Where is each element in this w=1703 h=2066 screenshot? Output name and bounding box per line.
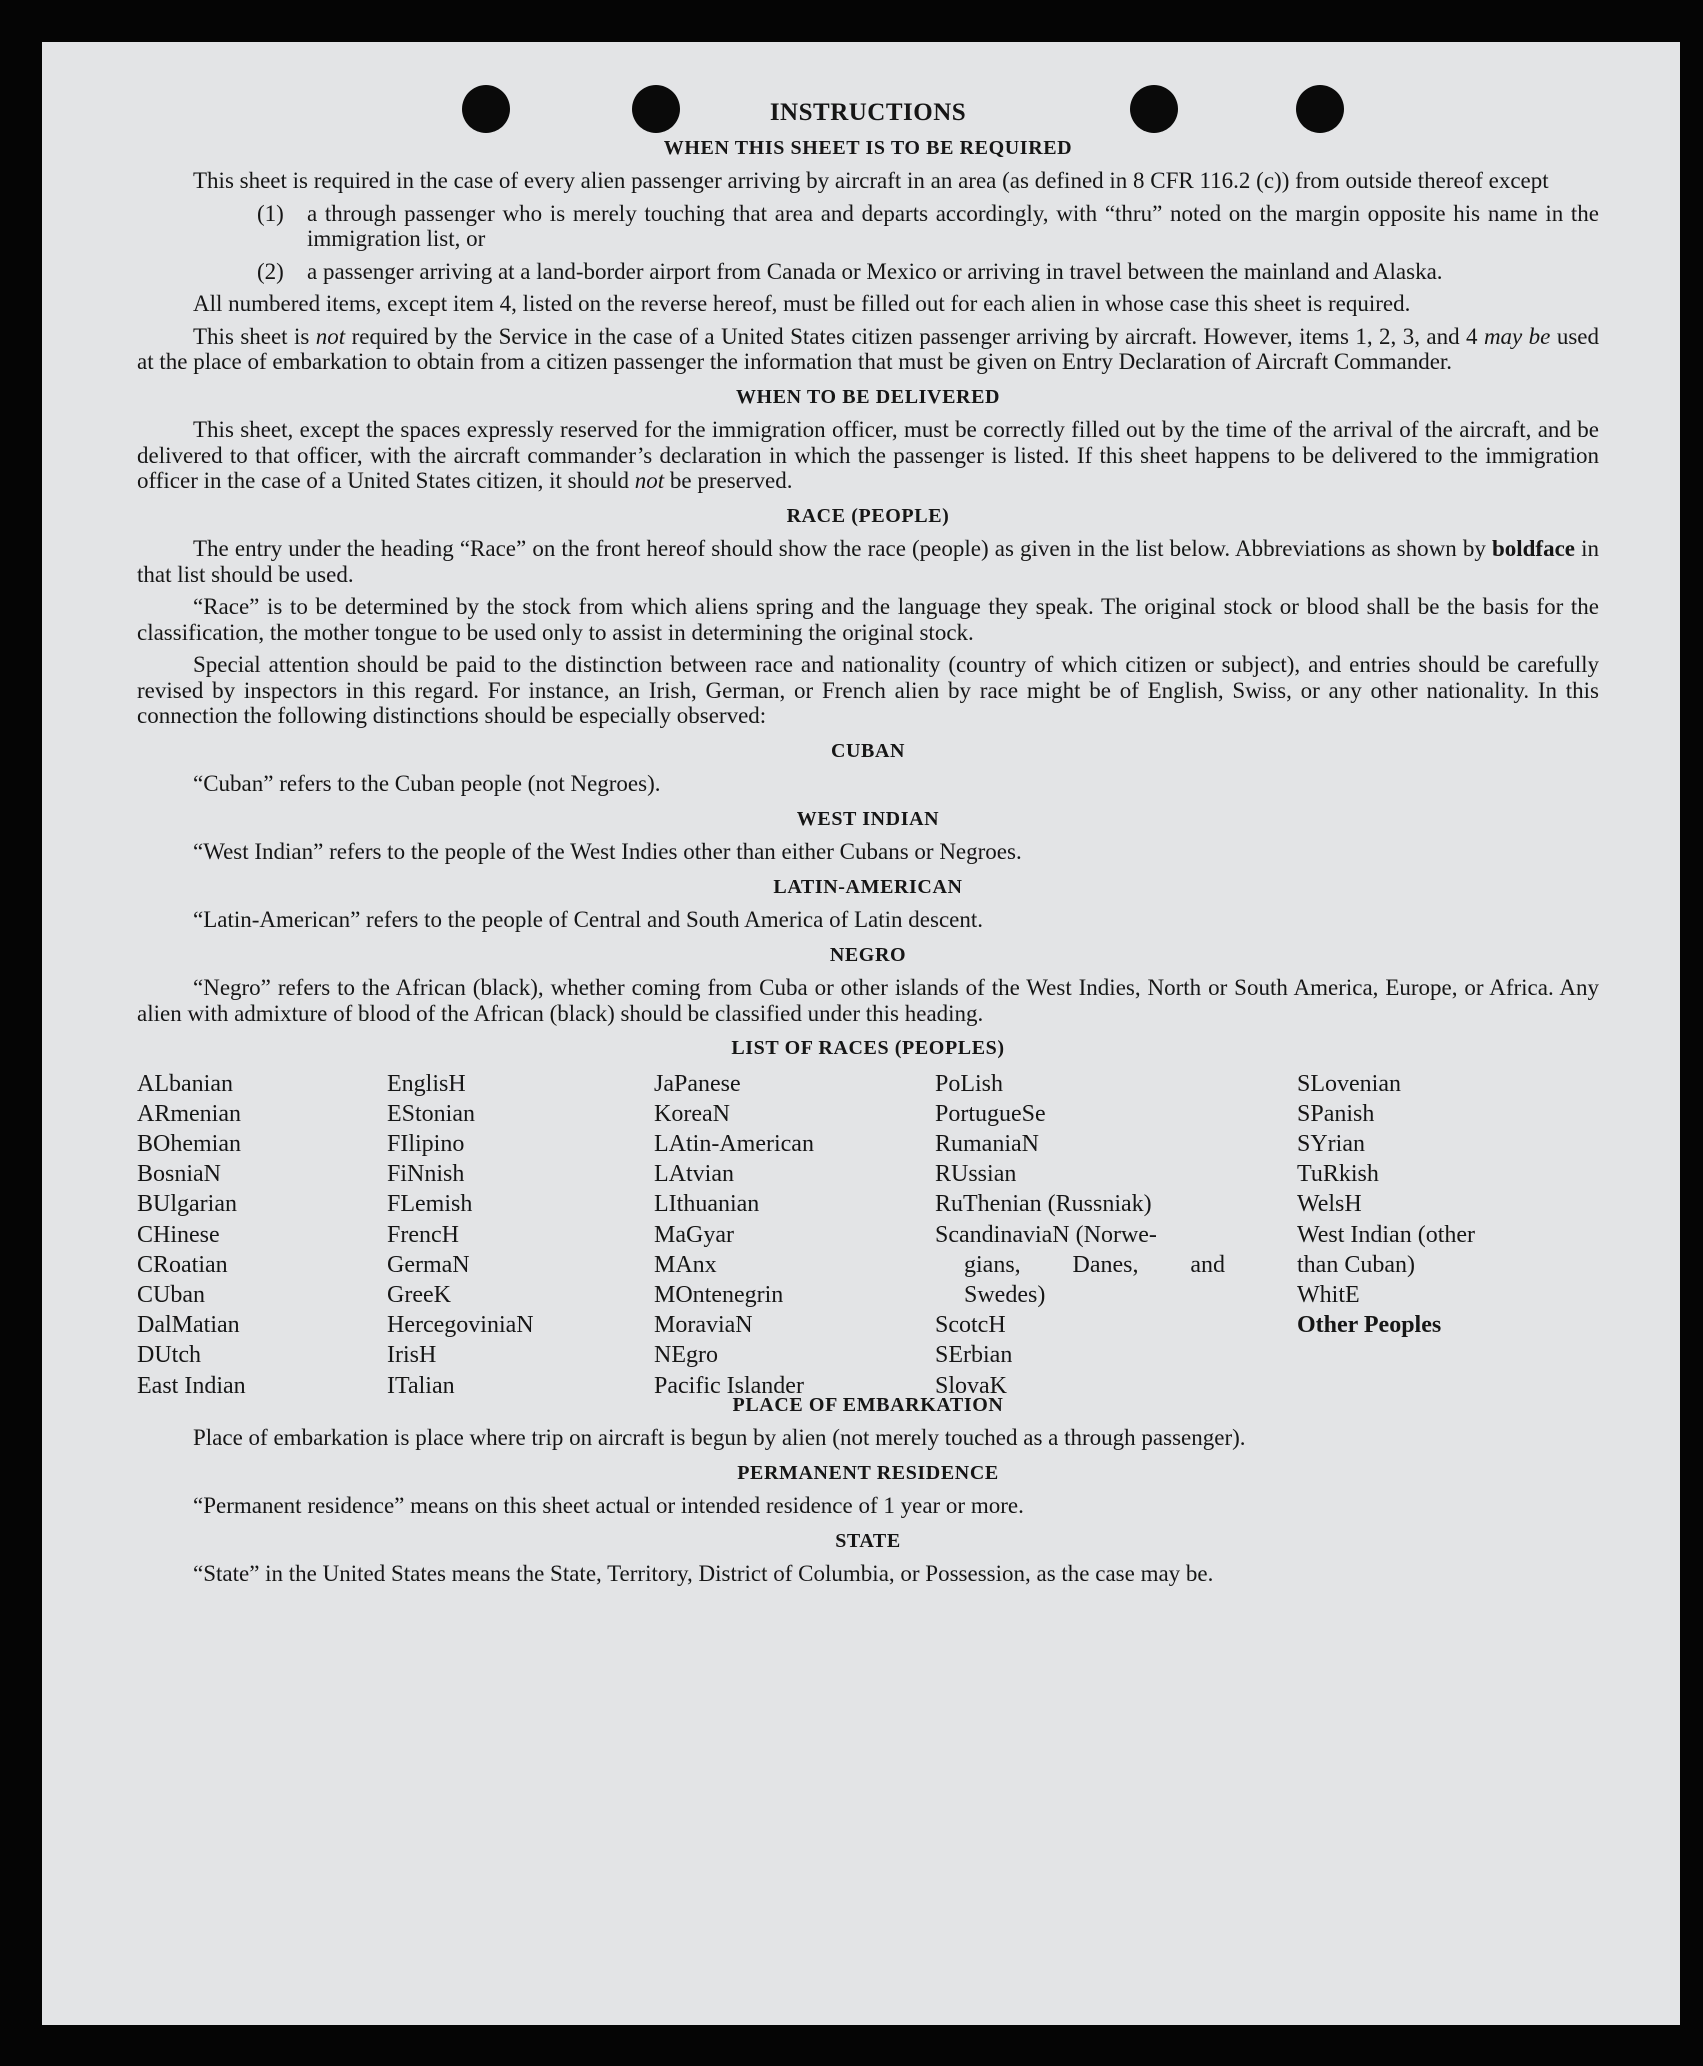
race-entry: LIthuanian [654, 1191, 760, 1218]
text-run: required by the Service in the case of a United States citizen passenger arriving by aircraft. However, items 1, 2, 3, and 4 [345, 323, 1484, 349]
race-entry: BUlgarian [137, 1191, 237, 1218]
section-heading-residence: PERMANENT RESIDENCE [737, 1461, 999, 1484]
text-run: be preserved. [664, 468, 793, 493]
race-entry: GermaN [387, 1251, 470, 1278]
section-heading-cuban: CUBAN [830, 739, 906, 762]
paragraph: “Negro” refers to the African (black), whether coming from Cuba or other islands of the West Indies, North or South America, Europe, or Africa. Any alien with admixture of blood of the African (black) should be classified under this heading. [137, 975, 1599, 1026]
section-heading-when-required: WHEN THIS SHEET IS TO BE REQUIRED [663, 136, 1073, 159]
race-entry: SLovenian [1297, 1070, 1401, 1097]
item-text: a through passenger who is merely touching that area and departs accordingly, with “thru” noted on the margin opposite his name in the immigration list, or [307, 200, 1599, 251]
race-entry: LAtin-American [654, 1130, 814, 1157]
race-entry: PoLish [935, 1070, 1004, 1097]
paragraph: All numbered items, except item 4, listed on the reverse hereof, must be filled out for each alien in whose case this sheet is required. [193, 291, 1411, 316]
race-entry: ScotcH [935, 1312, 1006, 1339]
race-entry: Pacific Islander [654, 1372, 804, 1399]
list-item [257, 259, 1599, 285]
text-run: used at the place of embarkation to obtain from a citizen passenger the information that must be given on Entry Declaration of Aircraft Commander. [137, 323, 1599, 374]
race-entry: East Indian [137, 1372, 246, 1399]
race-entry: SPanish [1297, 1100, 1375, 1127]
paragraph: “Race” is to be determined by the stock from which aliens spring and the language they speak. The original stock or blood shall be the basis for the classification, the mother tongue to be used only to assist in determining the original stock. [137, 594, 1599, 645]
italic-run: not [634, 468, 665, 493]
race-entry: GreeK [387, 1281, 451, 1308]
item-text: a passenger arriving at a land-border airport from Canada or Mexico or arriving in travel between the mainland and Alaska. [307, 258, 1443, 284]
italic-run: may be [1483, 323, 1551, 349]
race-entry: MOntenegrin [654, 1281, 784, 1308]
italic-run: not [315, 323, 346, 349]
list-item [257, 201, 1599, 252]
race-column [1297, 1069, 1475, 1341]
race-entry: MaGyar [654, 1221, 734, 1248]
race-entry: ARmenian [137, 1100, 241, 1127]
section-heading-embarkation: PLACE OF EMBARKATION [732, 1393, 1004, 1416]
paragraph: “Latin-American” refers to the people of Central and South America of Latin descent. [193, 907, 983, 932]
race-entry: PortugueSe [935, 1100, 1046, 1127]
paragraph [137, 417, 1599, 494]
paragraph: “Permanent residence” means on this sheet actual or intended residence of 1 year or more. [193, 1493, 1024, 1518]
race-entry: TuRkish [1297, 1161, 1379, 1188]
race-entry: HercegoviniaN [387, 1312, 534, 1339]
race-entry: JaPanese [654, 1070, 741, 1097]
race-entry: MAnx [654, 1251, 717, 1278]
race-entry: BosniaN [137, 1161, 221, 1188]
paragraph: “State” in the United States means the State, Territory, District of Columbia, or Possession, as the case may be. [193, 1561, 1214, 1586]
race-entry: WelsH [1297, 1191, 1362, 1218]
race-entry: RumaniaN [935, 1130, 1039, 1157]
race-column [387, 1069, 534, 1401]
section-heading-list-of-races: LIST OF RACES (PEOPLES) [731, 1037, 1005, 1059]
item-number: (2) [257, 258, 284, 284]
race-entry: IrisH [387, 1342, 437, 1369]
race-entry: DUtch [137, 1342, 201, 1369]
item-number: (1) [257, 200, 284, 226]
race-entry: FLemish [387, 1191, 473, 1218]
race-entry-continued: than Cuban) [1297, 1251, 1415, 1278]
race-entry-continued: Swedes) [964, 1281, 1046, 1308]
race-entry: LAtvian [654, 1161, 734, 1188]
race-entry: DalMatian [137, 1312, 240, 1339]
race-entry: Other Peoples [1297, 1312, 1442, 1339]
race-column [137, 1069, 246, 1401]
text-run: This sheet is [193, 323, 316, 349]
page-title: INSTRUCTIONS [769, 99, 967, 126]
race-entry: WhitE [1297, 1281, 1360, 1308]
race-entry-continued: gians, Danes, and [964, 1251, 1225, 1278]
race-entry: KoreaN [654, 1100, 730, 1127]
paragraph: Place of embarkation is place where trip on aircraft is begun by alien (not merely touched as a through passenger). [193, 1425, 1246, 1450]
race-entry: SYrian [1297, 1130, 1365, 1157]
race-entry: NEgro [654, 1342, 718, 1369]
race-entry: MoraviaN [654, 1312, 753, 1339]
paragraph: This sheet is required in the case of every alien passenger arriving by aircraft in an area (as defined in 8 CFR 116.2 (c)) from outside thereof except [193, 168, 1549, 193]
race-entry: CRoatian [137, 1251, 228, 1278]
race-entry: ITalian [387, 1372, 455, 1399]
race-entry: BOhemian [137, 1130, 241, 1157]
paragraph: “West Indian” refers to the people of the West Indies other than either Cubans or Negroes. [193, 839, 1022, 864]
race-list [137, 1069, 1599, 1399]
race-entry: RuThenian (Russniak) [935, 1191, 1152, 1218]
paragraph [137, 536, 1599, 587]
race-column [935, 1069, 1225, 1401]
race-column [654, 1069, 814, 1401]
document-body [137, 100, 1599, 1594]
race-entry: CUban [137, 1281, 205, 1308]
section-heading-negro: NEGRO [829, 943, 907, 966]
race-entry: ScandinaviaN (Norwe- [935, 1221, 1157, 1248]
bold-run: boldface [1491, 536, 1575, 561]
paragraph: “Cuban” refers to the Cuban people (not Negroes). [193, 771, 661, 796]
race-entry: FiNnish [387, 1161, 465, 1188]
race-entry: CHinese [137, 1221, 220, 1248]
paragraph [137, 324, 1599, 375]
race-entry: FIlipino [387, 1130, 465, 1157]
section-heading-race: RACE (PEOPLE) [786, 504, 950, 527]
race-entry: EnglisH [387, 1070, 466, 1097]
paragraph: Special attention should be paid to the distinction between race and nationality (country of which citizen or subject), and entries should be carefully revised by inspectors in this regard. For instance, an Irish, German, or French alien by race might be of English, Swiss, or any other nationality. In this connection the following distinctions should be especially observed: [137, 652, 1599, 728]
race-entry: RUssian [935, 1161, 1017, 1188]
race-entry: FrencH [387, 1221, 459, 1248]
race-entry: SlovaK [935, 1372, 1007, 1399]
text-run: This sheet, except the spaces expressly reserved for the immigration officer, must be correctly filled out by the time of the arrival of the aircraft, and be delivered to that officer, with the aircraft commander’s declaration in which the passenger is listed. If this sheet happens to be delivered to the immigration officer in the case of a United States citizen, it should [137, 417, 1599, 493]
section-heading-west-indian: WEST INDIAN [796, 807, 940, 830]
race-entry: West Indian (other [1297, 1221, 1476, 1248]
race-entry: EStonian [387, 1100, 475, 1127]
section-heading-state: STATE [835, 1529, 901, 1552]
text-run: in that list should be used. [137, 536, 1599, 587]
race-entry: ALbanian [137, 1070, 233, 1097]
race-entry: SErbian [935, 1342, 1013, 1369]
document-sheet [42, 42, 1680, 2025]
section-heading-when-delivered: WHEN TO BE DELIVERED [735, 385, 1001, 408]
text-run: The entry under the heading “Race” on the front hereof should show the race (people) as given in the list below. Abbreviations as shown by [193, 536, 1492, 561]
section-heading-latin-american: LATIN-AMERICAN [773, 875, 963, 898]
